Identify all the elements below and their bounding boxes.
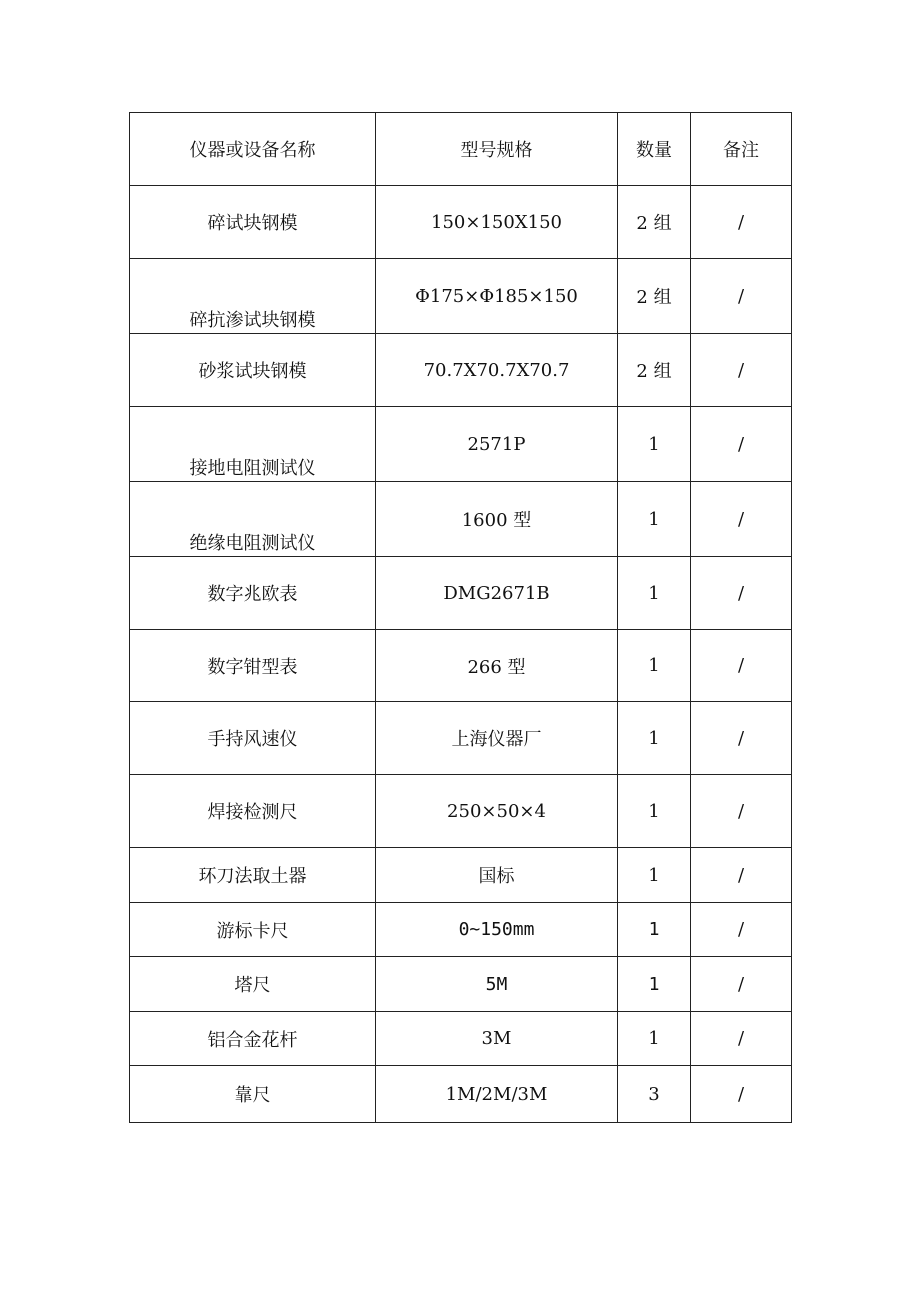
cell-spec: 0~150mm — [376, 903, 618, 957]
cell-qty: 3 — [618, 1066, 691, 1123]
cell-note: / — [691, 1066, 792, 1123]
cell-qty: 1 — [618, 482, 691, 557]
cell-spec: 国标 — [376, 848, 618, 903]
table-header-row — [130, 113, 792, 186]
cell-qty: 1 — [618, 557, 691, 630]
cell-qty: 1 — [618, 775, 691, 848]
cell-note: / — [691, 702, 792, 775]
cell-note: / — [691, 957, 792, 1012]
cell-note: / — [691, 1012, 792, 1066]
cell-spec: 1M/2M/3M — [376, 1066, 618, 1123]
cell-note: / — [691, 482, 792, 557]
cell-name: 数字兆欧表 — [130, 557, 376, 630]
cell-name: 数字钳型表 — [130, 630, 376, 702]
cell-note: / — [691, 186, 792, 259]
cell-spec: 3M — [376, 1012, 618, 1066]
cell-name: 铝合金花杆 — [130, 1012, 376, 1066]
equipment-table — [129, 112, 792, 1123]
cell-name: 手持风速仪 — [130, 702, 376, 775]
cell-qty: 2 组 — [618, 186, 691, 259]
table-row — [130, 334, 792, 407]
cell-note: / — [691, 848, 792, 903]
table-row — [130, 702, 792, 775]
cell-name: 接地电阻测试仪 — [130, 407, 376, 482]
table-row — [130, 482, 792, 557]
table-row — [130, 259, 792, 334]
header-note: 备注 — [691, 113, 792, 186]
cell-name: 碎抗渗试块钢模 — [130, 259, 376, 334]
cell-qty: 1 — [618, 903, 691, 957]
cell-note: / — [691, 334, 792, 407]
table-row — [130, 957, 792, 1012]
cell-spec: 70.7X70.7X70.7 — [376, 334, 618, 407]
table-row — [130, 557, 792, 630]
header-name: 仪器或设备名称 — [130, 113, 376, 186]
cell-qty: 2 组 — [618, 334, 691, 407]
cell-name: 焊接检测尺 — [130, 775, 376, 848]
table-row — [130, 848, 792, 903]
cell-note: / — [691, 407, 792, 482]
cell-name: 砂浆试块钢模 — [130, 334, 376, 407]
cell-qty: 1 — [618, 1012, 691, 1066]
table-row — [130, 630, 792, 702]
cell-qty: 1 — [618, 407, 691, 482]
cell-note: / — [691, 259, 792, 334]
header-qty: 数量 — [618, 113, 691, 186]
cell-spec: 5M — [376, 957, 618, 1012]
table-row — [130, 1012, 792, 1066]
cell-spec: 2571P — [376, 407, 618, 482]
cell-spec: Φ175×Φ185×150 — [376, 259, 618, 334]
cell-qty: 1 — [618, 848, 691, 903]
cell-qty: 1 — [618, 702, 691, 775]
header-spec: 型号规格 — [376, 113, 618, 186]
cell-name: 塔尺 — [130, 957, 376, 1012]
cell-spec: 上海仪器厂 — [376, 702, 618, 775]
cell-note: / — [691, 630, 792, 702]
cell-name: 碎试块钢模 — [130, 186, 376, 259]
cell-qty: 1 — [618, 630, 691, 702]
cell-note: / — [691, 903, 792, 957]
cell-name: 游标卡尺 — [130, 903, 376, 957]
table-row — [130, 1066, 792, 1123]
cell-name: 绝缘电阻测试仪 — [130, 482, 376, 557]
table-row — [130, 903, 792, 957]
cell-spec: 150×150X150 — [376, 186, 618, 259]
table-row — [130, 775, 792, 848]
table-row — [130, 186, 792, 259]
cell-note: / — [691, 557, 792, 630]
cell-spec: 266 型 — [376, 630, 618, 702]
cell-spec: 250×50×4 — [376, 775, 618, 848]
cell-note: / — [691, 775, 792, 848]
cell-spec: 1600 型 — [376, 482, 618, 557]
cell-qty: 1 — [618, 957, 691, 1012]
cell-name: 靠尺 — [130, 1066, 376, 1123]
cell-spec: DMG2671B — [376, 557, 618, 630]
table-row — [130, 407, 792, 482]
cell-qty: 2 组 — [618, 259, 691, 334]
cell-name: 环刀法取土器 — [130, 848, 376, 903]
